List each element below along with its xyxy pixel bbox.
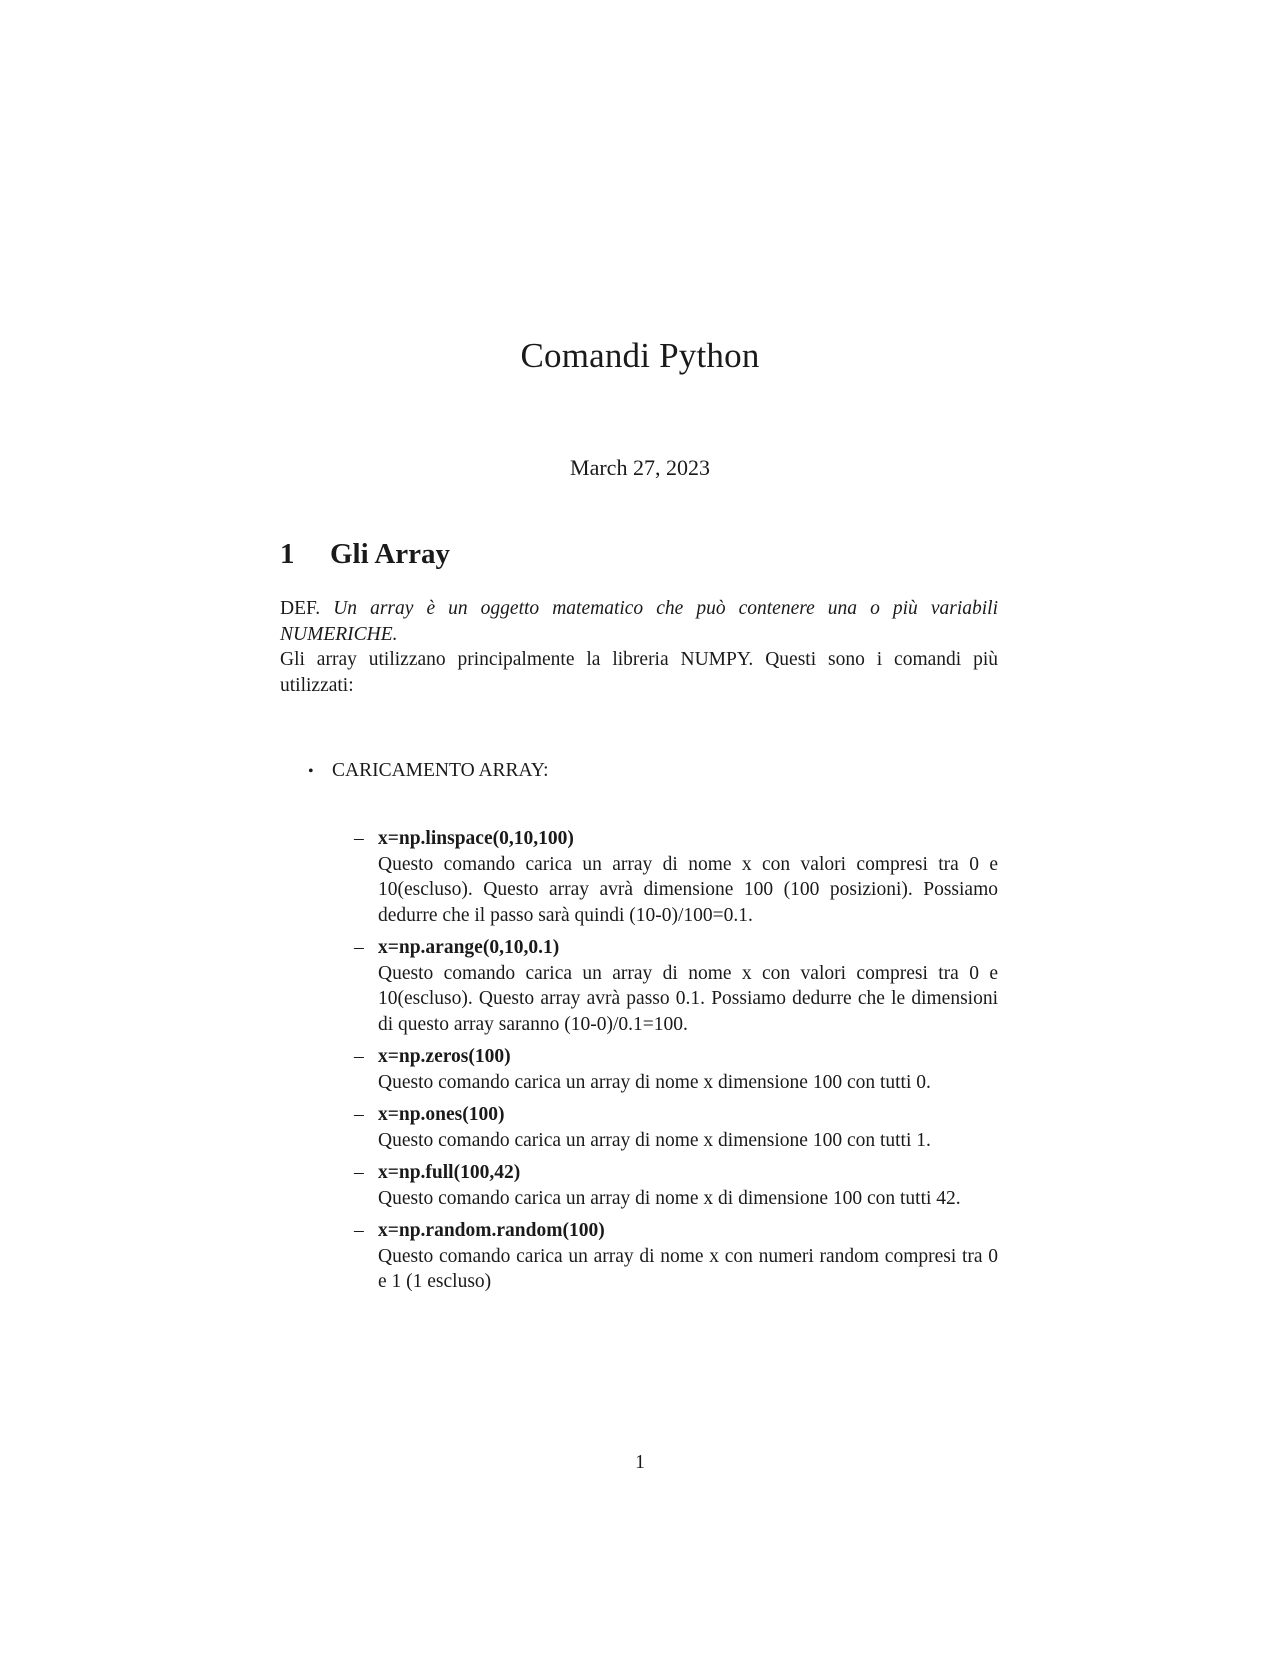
dash-marker: – xyxy=(354,1046,364,1067)
command-description: Questo comando carica un array di nome x dimensione 100 con tutti 0. xyxy=(378,1071,931,1093)
command-name: x=np.zeros(100) xyxy=(378,1046,511,1067)
list-item xyxy=(352,1044,998,1095)
definition-label: DEF. xyxy=(280,598,321,619)
definition-text: Un array è un oggetto matematico che può contenere una o più variabili NUMERICHE. xyxy=(280,598,998,645)
command-description: Questo comando carica un array di nome x con valori compresi tra 0 e 10(escluso). Questo array avrà dimensione 100 (100 posizioni). Possiamo dedurre che il passo sarà quindi (10-0)/100=0.1. xyxy=(378,853,998,926)
list-item xyxy=(352,1218,998,1295)
command-list xyxy=(352,826,998,1302)
command-description: Questo comando carica un array di nome x con valori compresi tra 0 e 10(escluso). Questo array avrà passo 0.1. Possiamo dedurre che le dimensioni di questo array saranno (10-0)/0.1=100. xyxy=(378,962,998,1035)
bullet-caricamento-array xyxy=(308,760,549,782)
list-item xyxy=(352,935,998,1037)
section-heading xyxy=(280,538,450,571)
dash-marker: – xyxy=(354,1220,364,1241)
bullet-icon: • xyxy=(308,763,314,780)
document-date: March 27, 2023 xyxy=(570,455,710,480)
intro-paragraph xyxy=(280,596,998,698)
list-item xyxy=(352,1102,998,1153)
command-name: x=np.arange(0,10,0.1) xyxy=(378,937,560,958)
command-description: Questo comando carica un array di nome x dimensione 100 con tutti 1. xyxy=(378,1129,931,1151)
page-number: 1 xyxy=(635,1452,645,1473)
document-title: Comandi Python xyxy=(520,336,760,375)
command-description: Questo comando carica un array di nome x di dimensione 100 con tutti 42. xyxy=(378,1187,961,1209)
dash-marker: – xyxy=(354,828,364,849)
definition xyxy=(280,596,998,647)
section-number: 1 xyxy=(280,538,295,570)
command-name: x=np.ones(100) xyxy=(378,1104,505,1125)
list-item xyxy=(352,1160,998,1211)
command-name: x=np.full(100,42) xyxy=(378,1162,521,1183)
dash-marker: – xyxy=(354,1104,364,1125)
intro-text: Gli array utilizzano principalmente la libreria NUMPY. Questi sono i comandi più utilizzati: xyxy=(280,649,998,696)
dash-marker: – xyxy=(354,1162,364,1183)
command-name: x=np.linspace(0,10,100) xyxy=(378,828,574,849)
section-title: Gli Array xyxy=(330,538,451,570)
command-description: Questo comando carica un array di nome x con numeri random compresi tra 0 e 1 (1 escluso) xyxy=(378,1245,998,1292)
bullet-label: CARICAMENTO ARRAY: xyxy=(332,760,549,781)
dash-marker: – xyxy=(354,937,364,958)
command-name: x=np.random.random(100) xyxy=(378,1220,605,1241)
list-item xyxy=(352,826,998,928)
